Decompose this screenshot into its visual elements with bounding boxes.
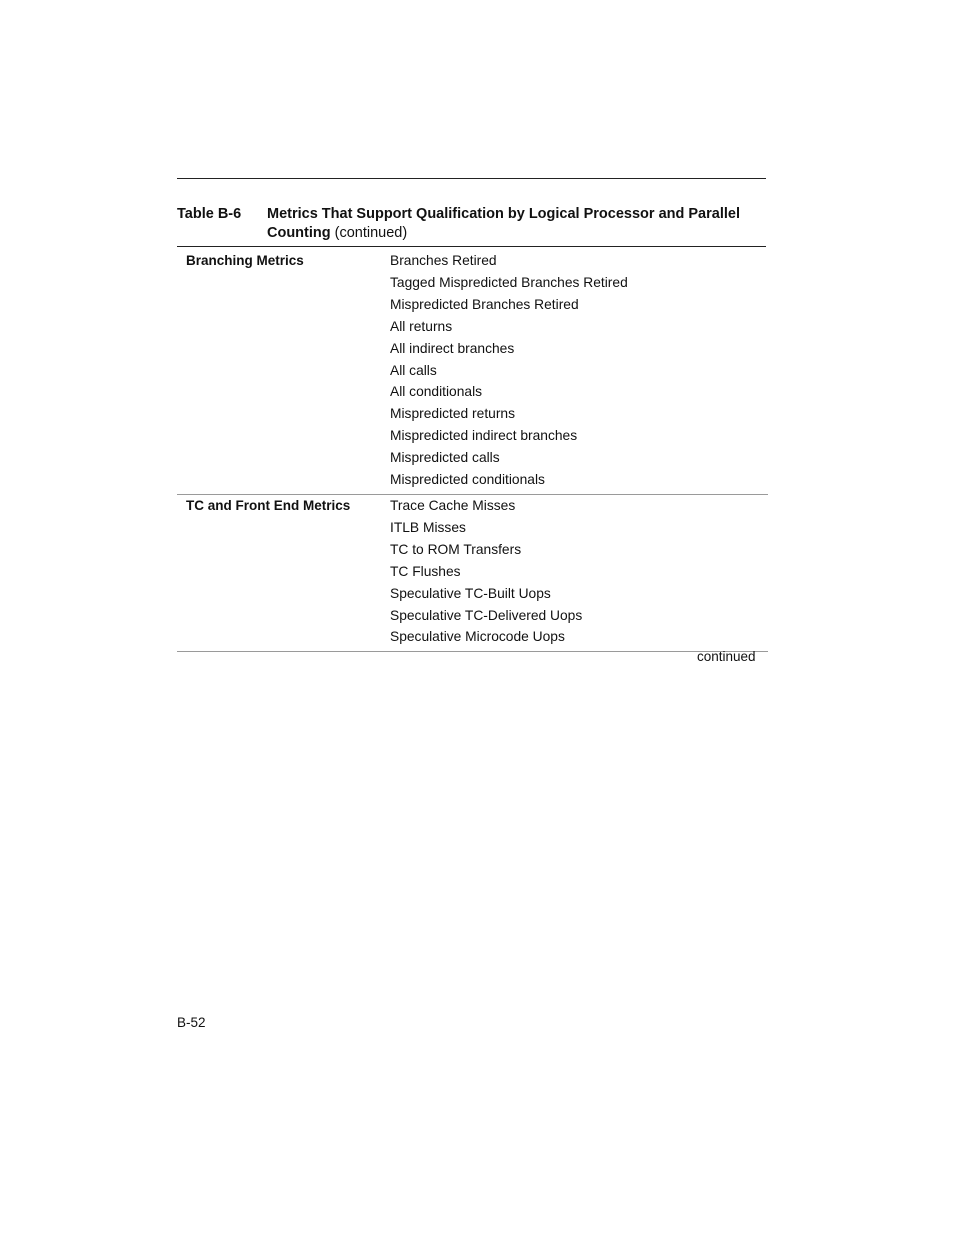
metric-item: Mispredicted conditionals <box>390 472 545 488</box>
table-number: Table B-6 <box>177 206 242 222</box>
metric-item: Speculative TC-Built Uops <box>390 585 551 601</box>
metric-item: ITLB Misses <box>390 519 466 535</box>
metric-list <box>390 250 768 491</box>
table-title <box>267 205 766 243</box>
metric-item: Mispredicted indirect branches <box>390 428 578 444</box>
metric-group <box>177 250 768 495</box>
metric-item: All conditionals <box>390 384 483 400</box>
top-rule <box>177 178 766 179</box>
metric-item: Speculative TC-Delivered Uops <box>390 607 583 623</box>
table-title-suffix: (continued) <box>334 225 408 241</box>
metric-item: Mispredicted calls <box>390 450 500 466</box>
metric-item: Tagged Mispredicted Branches Retired <box>390 274 628 290</box>
table-title-main: Metrics That Support Qualification by Logical Processor and Parallel Counting <box>267 206 740 241</box>
metric-group-name: TC and Front End Metrics <box>186 497 351 513</box>
header-rule <box>177 246 766 247</box>
metric-item: Speculative Microcode Uops <box>390 629 565 645</box>
continued-label: continued <box>697 649 756 664</box>
metric-item: TC to ROM Transfers <box>390 541 522 557</box>
page-number: B-52 <box>177 1015 206 1030</box>
metric-item: Mispredicted returns <box>390 406 515 422</box>
metric-item: All returns <box>390 318 453 334</box>
metric-group <box>177 495 768 652</box>
metric-item: Trace Cache Misses <box>390 497 516 513</box>
metric-item: TC Flushes <box>390 563 461 579</box>
metric-item: All indirect branches <box>390 340 515 356</box>
metric-list <box>390 495 768 648</box>
metric-group-name: Branching Metrics <box>186 253 304 268</box>
table-caption <box>177 205 766 243</box>
metric-item: Mispredicted Branches Retired <box>390 296 579 312</box>
metrics-table <box>177 250 768 652</box>
metric-item: All calls <box>390 362 437 378</box>
metric-item: Branches Retired <box>390 253 497 268</box>
